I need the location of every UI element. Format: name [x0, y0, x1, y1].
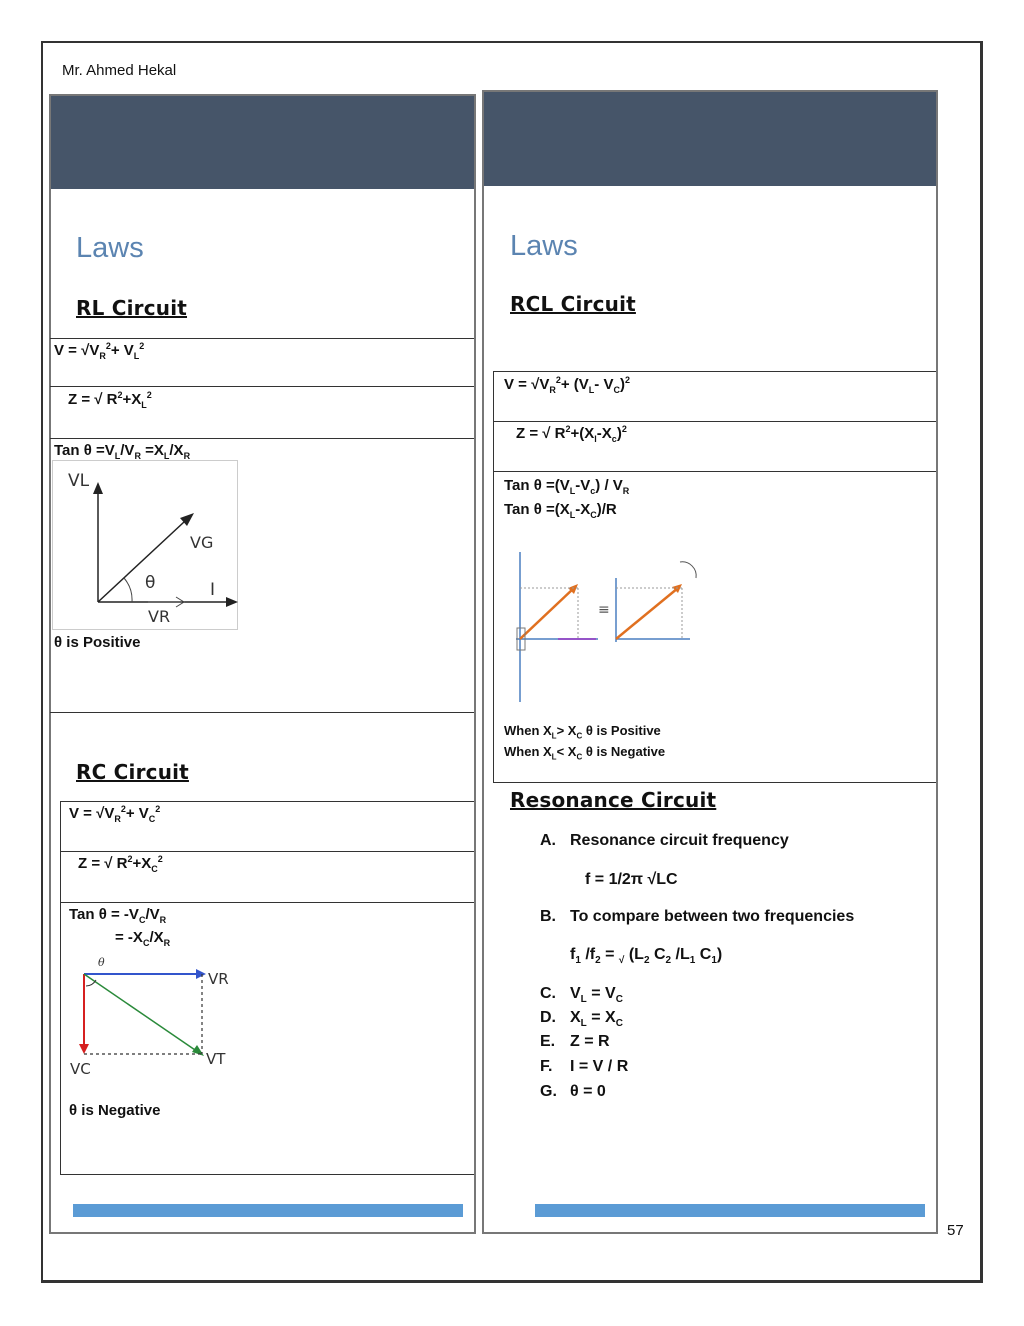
rl-tan-formula: Tan $\theta =V_L/V_R =X_L/X_R$ [54, 442, 191, 461]
rl-i-label: I [210, 580, 216, 600]
page-number: 57 [947, 1222, 964, 1239]
left-laws-heading: Laws [76, 232, 144, 264]
rcl-equivalence-sign: ≡ [598, 602, 610, 618]
right-laws-heading: Laws [510, 230, 578, 262]
resonance-item-a: A. Resonance circuit frequency [540, 832, 789, 849]
rc-vc-label: VC [70, 1060, 91, 1078]
rl-phasor-diagram [52, 460, 238, 630]
rc-table-line [60, 1174, 474, 1175]
rc-phasor-diagram [68, 950, 238, 1080]
left-footer-bar [73, 1204, 463, 1217]
rcl-condition-positive: When $X_L> X_C$ θ is Positive [504, 723, 661, 741]
rcl-circuit-title: RCL Circuit [510, 292, 636, 316]
rc-note: θ is Negative [69, 1102, 161, 1119]
resonance-ratio-formula: $f_1$ $/f_2 = _√$ ($L_2$ $C_2$ $/L_1$ $C_1$) [570, 946, 723, 967]
rl-note: θ is Positive [54, 634, 141, 651]
rcl-voltage-formula: $V = √V_R^2+ (V_L-$ $V_C)^2$ [504, 375, 630, 395]
resonance-circuit-title: Resonance Circuit [510, 788, 717, 812]
resonance-item-c: C. $V_L = V_C$ [540, 985, 623, 1006]
rc-vr-label: VR [208, 970, 229, 988]
rl-table-line [50, 712, 474, 713]
resonance-frequency-formula: f = 1/2π √LC [585, 871, 678, 888]
rc-voltage-formula: $V = √V_R^2+ V_C^2$ [69, 804, 161, 824]
right-footer-bar [535, 1204, 925, 1217]
rl-impedance-formula: Z = √ $R^2+X_L^2$ [68, 390, 152, 410]
rc-table-line [60, 851, 474, 852]
rcl-tan-formula-1: Tan $\theta =(V_L-V_c) / V_R$ [504, 477, 630, 496]
rl-vl-label: VL [68, 471, 90, 491]
rcl-table-border [493, 371, 494, 782]
rl-vr-label: VR [148, 607, 171, 626]
rc-table-line [60, 902, 474, 903]
rc-tan-formula: Tan $\theta = -V_C/V_R$ [69, 906, 167, 925]
rc-vt-label: VT [206, 1050, 226, 1068]
rl-table-line [50, 386, 474, 387]
right-banner [484, 92, 936, 186]
rl-table-line [50, 438, 474, 439]
rcl-tan-formula-2: Tan $\theta =(X_L-X_C)/R$ [504, 501, 617, 520]
left-banner [51, 96, 474, 189]
author-name: Mr. Ahmed Hekal [62, 62, 177, 79]
rcl-table-line [493, 421, 936, 422]
resonance-item-g: G. θ = 0 [540, 1083, 606, 1100]
rl-circuit-title: RL Circuit [76, 296, 188, 320]
rl-voltage-formula: $V = √V_R^2+ V_L^2$ [54, 341, 145, 361]
rl-table-line [50, 338, 474, 339]
rcl-table-line [493, 471, 936, 472]
rl-theta-label: θ [145, 573, 156, 593]
resonance-item-d: D. $X_L = X_C$ [540, 1009, 623, 1030]
rc-circuit-title: RC Circuit [76, 760, 189, 784]
resonance-item-e: E. Z = R [540, 1033, 610, 1050]
rcl-phasor-diagram [508, 542, 708, 712]
rc-table-border [60, 801, 61, 1174]
rc-theta-label: θ [98, 956, 105, 969]
resonance-item-f: F. I = V / R [540, 1058, 629, 1075]
rc-table-line [60, 801, 474, 802]
rcl-condition-negative: When $X_L< X_C$ θ is Negative [504, 744, 666, 762]
rcl-table-line [493, 371, 936, 372]
rcl-table-line [493, 782, 936, 783]
rc-tan-formula-2: = $-X_C/X_R$ [115, 929, 171, 948]
rcl-impedance-formula: Z = √ $R^2+(X_l-X_c)^2$ [516, 424, 627, 444]
rl-vg-label: VG [190, 533, 214, 552]
resonance-item-b: B. To compare between two frequencies [540, 908, 855, 925]
rc-impedance-formula: Z = √ $R^2+X_C^2$ [78, 854, 163, 874]
